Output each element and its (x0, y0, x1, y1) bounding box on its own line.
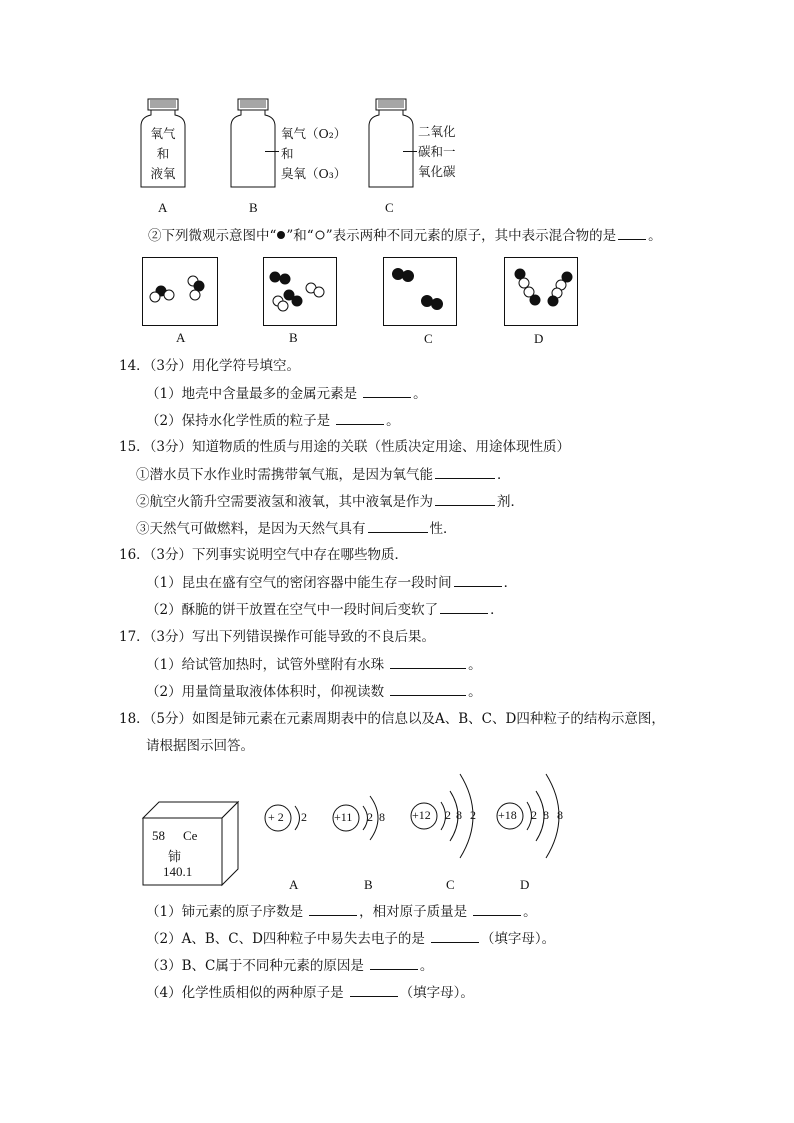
answer-blank[interactable] (440, 600, 488, 614)
bottle-a-content (140, 124, 186, 184)
q18-sub-3-text: （3）B、C属于不同种元素的原因是 (146, 958, 364, 974)
element-number: 58 (152, 828, 165, 843)
q15-item-1-end: ． (497, 467, 511, 483)
atom-c-shell-3: 2 (470, 808, 476, 822)
q14-item-1-text: （1）地壳中含量最多的金属元素是 (146, 386, 358, 402)
answer-blank[interactable] (368, 519, 428, 533)
q18-sub-4-end: （填字母）。 (399, 985, 474, 1001)
bottle-b-pointer (265, 151, 279, 152)
q16-item-1-text: （1）昆虫在盛有空气的密闭容器中能生存一段时间 (146, 575, 452, 591)
atom-label-c: C (446, 877, 455, 892)
atom-d-nucleus: +18 (498, 808, 517, 822)
atom-d-shell-2: 8 (543, 808, 549, 822)
q13-2-text-after: ”表示两种不同元素的原子，其中表示混合物的是 (325, 228, 617, 244)
answer-blank[interactable] (309, 902, 357, 916)
q14-item-2-end: 。 (386, 413, 400, 429)
answer-blank[interactable] (390, 682, 466, 696)
q14-item-1-end: 。 (413, 386, 427, 402)
bottle-label-a: A (158, 200, 168, 215)
black-atom-icon (276, 230, 286, 240)
atom-label-d: D (520, 877, 530, 892)
micro-label-a: A (176, 330, 186, 345)
answer-blank[interactable] (370, 956, 418, 970)
answer-blank[interactable] (435, 465, 495, 479)
q16-stem: 16．（3分）下列事实说明空气中存在哪些物质． (119, 547, 409, 563)
q15-item-1-text: ①潜水员下水作业时需携带氧气瓶，是因为氧气能 (136, 467, 433, 483)
bottle-c-line: 二氧化 (418, 124, 456, 139)
bottle-c-line: 氧化碳 (418, 164, 456, 179)
q17-item-1-text: （1）给试管加热时，试管外壁附有水珠 (146, 657, 385, 673)
element-name: 铈 (168, 850, 182, 865)
q18-sub-1-text-b: ，相对原子质量是 (359, 904, 468, 920)
q17-item-2 (146, 682, 482, 701)
q18-sub-1-end: 。 (523, 904, 537, 920)
atom-d-shell-3: 8 (557, 808, 563, 822)
answer-blank[interactable] (390, 655, 466, 669)
answer-blank[interactable] (473, 902, 521, 916)
bottle-b-content (281, 124, 346, 184)
bottle-c-drawing (366, 98, 416, 190)
micro-diagram-d (504, 257, 578, 327)
q15-item-3-text: ③天然气可做燃料，是因为天然气具有 (136, 521, 366, 537)
q13-2-question (148, 226, 662, 245)
q18-stem-line-1: 18．（5分）如图是铈元素在元素周期表中的信息以及A、B、C、D四种粒子的结构示意图， (119, 711, 665, 727)
bottle-label-b: B (249, 200, 258, 215)
q17-item-1-end: 。 (468, 657, 482, 673)
q18-sub-1-text-a: （1）铈元素的原子序数是 (146, 904, 304, 920)
bottle-b-drawing (228, 98, 278, 190)
q14-stem: 14．（3分）用化学符号填空。 (119, 358, 301, 374)
answer-blank[interactable] (350, 983, 398, 997)
q18-sub-3-end: 。 (419, 958, 434, 974)
element-mass: 140.1 (163, 864, 193, 879)
q17-stem: 17．（3分）写出下列错误操作可能导致的不良后果。 (119, 629, 436, 645)
atom-c-shell-2: 8 (456, 808, 462, 822)
micro-diagram-b (263, 257, 337, 327)
q16-item-1 (146, 573, 517, 592)
q18-sub-2 (146, 929, 555, 948)
q15-item-1 (136, 465, 511, 484)
bottle-label-c: C (385, 200, 394, 215)
atom-c-nucleus: +12 (412, 808, 431, 822)
bottle-b-line: 和 (281, 146, 294, 161)
q18-sub-4-text: （4）化学性质相似的两种原子是 (146, 985, 344, 1001)
bottle-b-line: 氧气（O₂） (281, 126, 347, 141)
micro-label-c: C (424, 331, 433, 346)
q13-2-end: 。 (648, 228, 662, 244)
answer-blank[interactable] (454, 573, 502, 587)
q14-item-2 (146, 411, 400, 430)
bottle-a-line: 和 (156, 146, 170, 161)
atom-b-shell-2: 8 (379, 810, 385, 824)
q18-sub-1 (146, 902, 537, 921)
bottle-a-line: 氧气 (150, 126, 176, 141)
atom-c-shell-1: 2 (445, 808, 451, 822)
q17-item-2-end: 。 (468, 684, 482, 700)
q17-item-1 (146, 655, 482, 674)
micro-label-b: B (289, 330, 298, 345)
q18-sub-2-end: （填字母）。 (480, 931, 556, 947)
q17-item-2-text: （2）用量筒量取液体体积时，仰视读数 (146, 684, 385, 700)
q15-item-2-end: 剂． (497, 494, 524, 510)
q13-2-text-mid: ”和“ (286, 228, 314, 244)
bottle-c-content (418, 122, 456, 182)
q15-stem: 15．（3分）知道物质的性质与用途的关联（性质决定用途、用途体现性质） (119, 439, 571, 455)
atom-label-b: B (364, 877, 373, 892)
element-symbol: Ce (183, 828, 198, 843)
q16-item-2-end: ． (490, 602, 504, 618)
bottle-c-line: 碳和一 (418, 144, 456, 159)
q15-item-2 (136, 492, 524, 511)
answer-blank[interactable] (618, 226, 646, 240)
answer-blank[interactable] (363, 384, 411, 398)
q15-item-3 (136, 519, 457, 538)
q14-item-2-text: （2）保持水化学性质的粒子是 (146, 413, 331, 429)
q18-sub-3 (146, 956, 433, 975)
micro-label-d: D (534, 331, 544, 346)
atom-b-nucleus: +11 (334, 810, 353, 824)
bottle-c-pointer (403, 151, 417, 152)
atom-a-nucleus: + 2 (268, 810, 284, 824)
white-atom-icon (314, 230, 326, 240)
bottle-b-line: 臭氧（O₃） (281, 166, 347, 181)
micro-diagram-a (142, 257, 218, 327)
q16-item-2-text: （2）酥脆的饼干放置在空气中一段时间后变软了 (146, 602, 439, 618)
q16-item-1-end: ． (503, 575, 518, 591)
q15-item-3-end: 性． (429, 521, 457, 537)
q18-stem-line-2: 请根据图示回答。 (146, 738, 254, 754)
q14-item-1 (146, 384, 427, 403)
q13-2-text-before: ②下列微观示意图中“ (148, 228, 277, 244)
q18-sub-2-text: （2）A、B、C、D四种粒子中易失去电子的是 (146, 931, 425, 947)
atom-label-a: A (289, 877, 299, 892)
q16-item-2 (146, 600, 504, 619)
q18-sub-4 (146, 983, 474, 1002)
atom-d-shell-1: 2 (531, 808, 537, 822)
answer-blank[interactable] (431, 929, 479, 943)
q15-item-2-text: ②航空火箭升空需要液氢和液氧，其中液氧是作为 (136, 494, 433, 510)
answer-blank[interactable] (435, 492, 495, 506)
atom-a-shell: 2 (301, 810, 307, 824)
answer-blank[interactable] (336, 411, 384, 425)
micro-diagram-c (383, 257, 457, 327)
bottle-a-line: 液氧 (150, 166, 176, 181)
atom-b-shell-1: 2 (367, 810, 373, 824)
